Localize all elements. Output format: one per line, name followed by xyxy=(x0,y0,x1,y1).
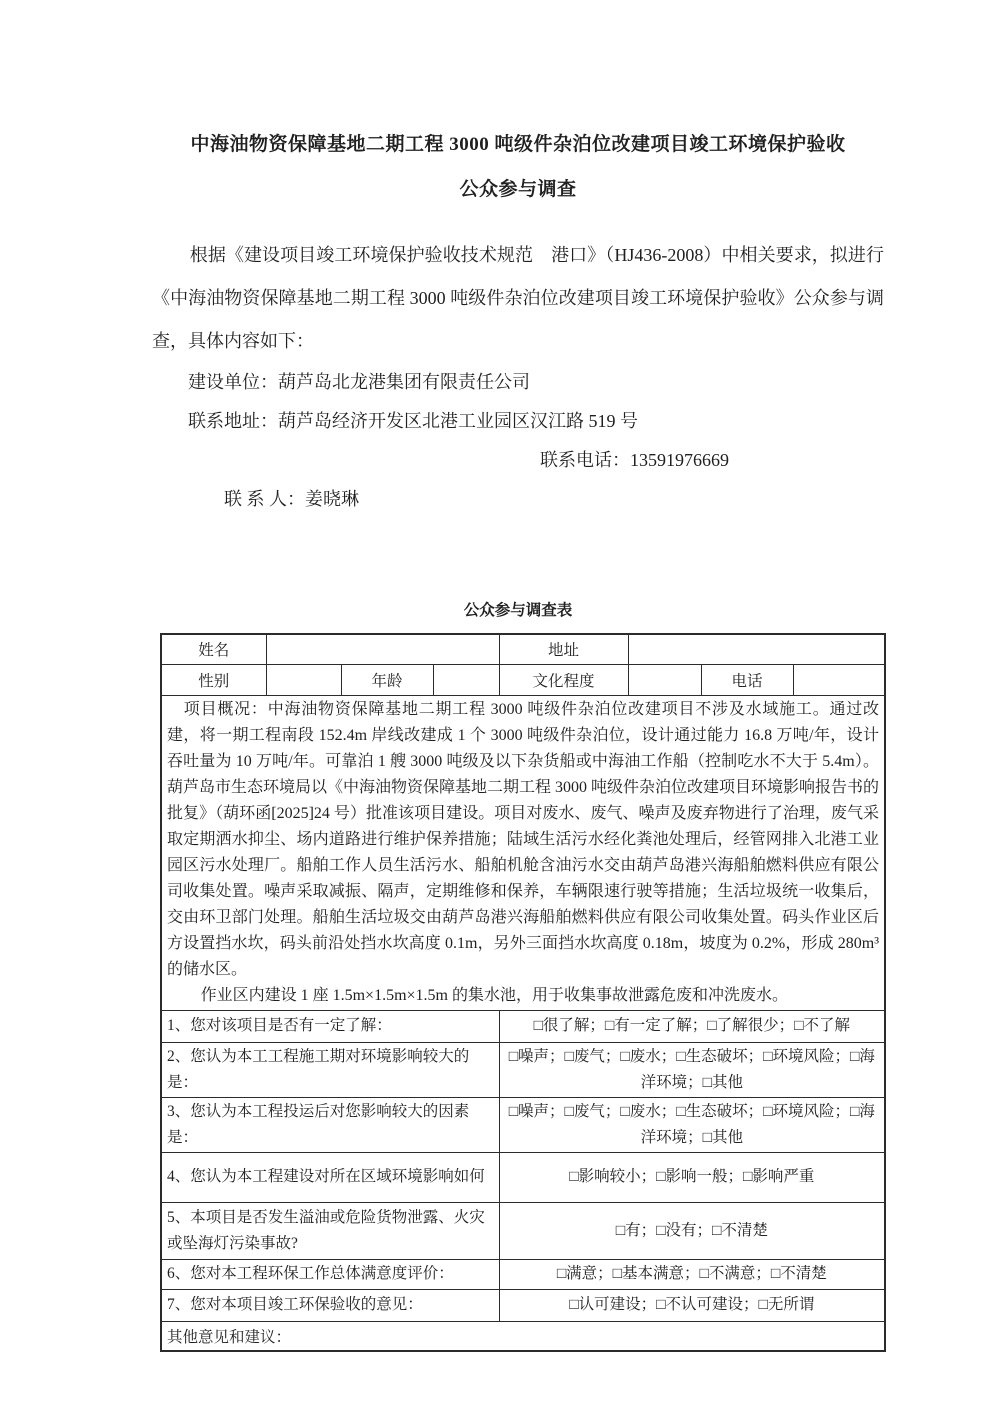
document-content xyxy=(152,0,884,1352)
question-row xyxy=(161,1259,885,1289)
contact-person: 联 系 人：姜晓琳 xyxy=(224,489,359,509)
question-2-text: 2、您认为本工工程施工期对环境影响较大的是： xyxy=(161,1042,499,1097)
question-3-options[interactable]: □噪声；□废气；□废水；□生态破坏；□环境风险；□海洋环境；□其他 xyxy=(499,1097,885,1152)
contact-person-line xyxy=(188,441,884,597)
education-input-cell[interactable] xyxy=(628,664,701,695)
education-label: 文化程度 xyxy=(499,664,628,695)
age-label: 年龄 xyxy=(341,664,433,695)
title-line-2: 公众参与调查 xyxy=(459,179,577,200)
table-row xyxy=(161,664,885,695)
construction-unit-line: 建设单位：葫芦岛北龙港集团有限责任公司 xyxy=(188,372,530,392)
survey-table xyxy=(160,633,886,1352)
question-row xyxy=(161,1202,885,1259)
question-5-options[interactable]: □有；□没有；□不清楚 xyxy=(499,1202,885,1259)
gender-label: 性别 xyxy=(161,664,266,695)
question-row xyxy=(161,1289,885,1321)
question-4-options[interactable]: □影响较小；□影响一般；□影响严重 xyxy=(499,1152,885,1202)
address-label: 地址 xyxy=(499,634,628,664)
question-row xyxy=(161,1042,885,1097)
contact-info-block xyxy=(152,363,884,597)
question-6-options[interactable]: □满意；□基本满意；□不满意；□不清楚 xyxy=(499,1259,885,1289)
question-5-text: 5、本项目是否发生溢油或危险货物泄露、火灾或坠海灯污染事故? xyxy=(161,1202,499,1259)
name-label: 姓名 xyxy=(161,634,266,664)
table-caption: 公众参与调查表 xyxy=(463,602,573,619)
question-row xyxy=(161,1097,885,1152)
project-overview-paragraph-2: 作业区内建设 1 座 1.5m×1.5m×1.5m 的集水池，用于收集事故泄露危废和冲洗废水。 xyxy=(200,986,788,1004)
gender-input-cell[interactable] xyxy=(266,664,341,695)
age-input-cell[interactable] xyxy=(433,664,499,695)
contact-phone: 联系电话：13591976669 xyxy=(540,450,729,470)
question-1-options[interactable]: □很了解；□有一定了解；□了解很少；□不了解 xyxy=(499,1010,885,1042)
question-6-text: 6、您对本工程环保工作总体满意度评价： xyxy=(161,1259,499,1289)
question-2-options[interactable]: □噪声；□废气；□废水；□生态破坏；□环境风险；□海洋环境；□其他 xyxy=(499,1042,885,1097)
project-overview-cell xyxy=(161,695,885,1010)
address-input-cell[interactable] xyxy=(628,634,885,664)
title-line-1: 中海油物资保障基地二期工程 3000 吨级件杂泊位改建项目竣工环境保护验收 xyxy=(190,134,846,155)
intro-paragraph: 根据《建设项目竣工环境保护验收技术规范 港口》（HJ436-2008）中相关要求，拟进行《中海油物资保障基地二期工程 3000 吨级件杂泊位改建项目竣工环境保护验收》公众参与调查，具体内容如下： xyxy=(152,245,884,351)
table-row xyxy=(161,695,885,1010)
question-7-text: 7、您对本项目竣工环保验收的意见： xyxy=(161,1289,499,1321)
contact-address-line: 联系地址：葫芦岛经济开发区北港工业园区汉江路 519 号 xyxy=(188,411,638,431)
phone-label: 电话 xyxy=(701,664,793,695)
question-1-text: 1、您对该项目是否有一定了解： xyxy=(161,1010,499,1042)
question-row xyxy=(161,1152,885,1202)
project-overview-paragraph-1: 项目概况：中海油物资保障基地二期工程 3000 吨级件杂泊位改建项目不涉及水域施工。通过改建，将一期工程南段 152.4m 岸线改建成 1 个 3000 吨级件杂泊位，设计通过能力 16.8 万吨/年，设计吞吐量为 10 万吨/年。可靠泊 1 艘 3000 吨级及以下杂货船或中海油工作船（控制吃水不大于 5.4m）。葫芦岛市生态环境局以《中海油物资保障基地二期工程 3000 吨级件杂泊位改建项目环境影响报告书的批复》（葫环函[2025]24 号）批准该项目建设。项目对废水、废气、噪声及废弃物进行了治理，废气采取定期洒水抑尘、场内道路进行维护保养措施；陆域生活污水经化粪池处理后，经管网排入北港工业园区污水处理厂。船舶工作人员生活污水、船舶机舱含油污水交由葫芦岛港兴海船舶燃料供应有限公司收集处置。噪声采取减振、隔声，定期维修和保养，车辆限速行驶等措施；生活垃圾统一收集后，交由环卫部门处理。船舶生活垃圾交由葫芦岛港兴海船舶燃料供应有限公司收集处置。码头作业区后方设置挡水坎，码头前沿处挡水坎高度 0.1m，另外三面挡水坎高度 0.18m，坡度为 0.2%，形成 280m³ 的储水区。 xyxy=(167,700,880,978)
document-title xyxy=(152,0,884,212)
table-row xyxy=(161,1321,885,1351)
question-4-text: 4、您认为本工程建设对所在区域环境影响如何 xyxy=(161,1152,499,1202)
phone-input-cell[interactable] xyxy=(793,664,885,695)
question-7-options[interactable]: □认可建设；□不认可建设；□无所谓 xyxy=(499,1289,885,1321)
question-3-text: 3、您认为本工程投运后对您影响较大的因素是： xyxy=(161,1097,499,1152)
question-row xyxy=(161,1010,885,1042)
other-comments-cell[interactable]: 其他意见和建议： xyxy=(161,1321,885,1351)
table-row xyxy=(161,634,885,664)
name-input-cell[interactable] xyxy=(266,634,499,664)
